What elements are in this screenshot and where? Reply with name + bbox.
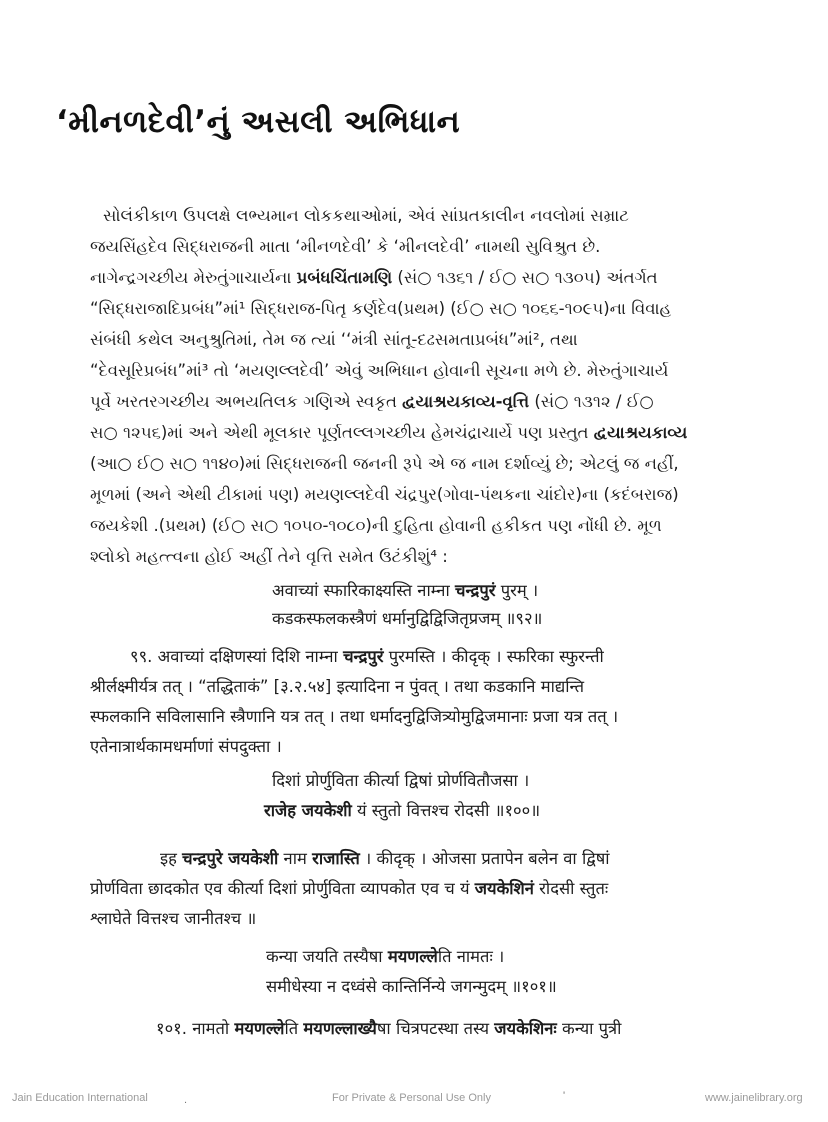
page-title: ‘મીનળદેવી’નું અસલી અભિધાન xyxy=(56,104,461,140)
verse-line: कडकस्फलकस्त्रैणं धर्मानुद्विद्विजितृप्रजम् ॥९२॥ xyxy=(272,609,543,628)
paragraph-line: જયસિંહદેવ સિદ્ધરાજની માતા ‘મીનળદેવી’ કે ‘મીનલદેવી’ નામથી સુવિશ્રુત છે. xyxy=(90,237,601,256)
king-name: जयकेशिनं xyxy=(474,879,534,898)
paragraph-line: “સિદ્ધરાજાદિપ્રબંધ”માં¹ સિદ્ધરાજ-પિતૃ કર્ણદેવ(પ્રથમ) (ઈ○ સ○ ૧૦૬૬-૧૦૯૫)ના વિવાહ xyxy=(90,299,672,318)
verse-line: समीधेस्या न दध्वंसे कान्तिर्निन्ये जगन्मुदम् ॥१०१॥ xyxy=(266,977,557,996)
commentary-line: श्रीर्लक्ष्मीर्यत्र तत् । “तद्धिताकं” [३.२.५४] इत्यादिना न पुंवत् । तथा कडकानि माद्यन्ति xyxy=(90,677,585,696)
place-name: चन्द्रपुरं xyxy=(454,581,496,600)
footer-website-link[interactable]: www.jainelibrary.org xyxy=(705,1092,803,1104)
text-segment: पुरमस्ति । कीदृक् । स्फरिका स्फुरन्ती xyxy=(383,647,604,666)
text-segment: नाम xyxy=(278,849,313,868)
paragraph-line: “દેવસૂરિપ્રબંધ”માં³ તો ‘મયણલ્લદેવી’ એવું અભિધાન હોવાની સૂચના મળે છે. મેરુતુંગાચાર્ય xyxy=(90,361,669,380)
paragraph-line: સંબંધી કથેલ અનુશ્રુતિમાં, તેમ જ ત્યાં ‘‘મંત્રી સાંતૂ-દઢસમતાપ્રબંધ”માં², તથા xyxy=(90,330,578,349)
text-segment: पुरम् । xyxy=(495,581,539,600)
paragraph-line: (આ○ ઈ○ સ○ ૧૧૪૦)માં સિદ્ધરાજની જનની રૂપે એ જ નામ દર્શાવ્યું છે; એટલું જ નહીં, xyxy=(90,454,679,473)
place-king-name: चन्द्रपुरे जयकेशी xyxy=(182,849,279,868)
footer-usage-notice: For Private & Personal Use Only xyxy=(332,1092,491,1104)
paragraph-line xyxy=(90,268,658,288)
paragraph-line: શ્લોકો મહત્ત્વના હોઈ અહીં તેને વૃત્તિ સમેત ઉટંકીશું⁴ : xyxy=(90,547,448,566)
paragraph-line: જયકેશી .(પ્રથમ) (ઈ○ સ○ ૧૦૫૦-૧૦૮૦)ની દુહિતા હોવાની હકીકત પણ નોંધી છે. મૂળ xyxy=(90,516,662,535)
commentary-line: एतेनात्रार्थकामधर्माणां संपदुक्ता । xyxy=(90,737,282,756)
footer-mark: ' xyxy=(563,1090,566,1102)
place-name: चन्द्रपुरं xyxy=(343,647,384,666)
commentary-line xyxy=(156,1016,621,1039)
text-segment: रोदसी स्तुतः xyxy=(533,879,609,898)
verse-line xyxy=(266,944,504,967)
text-segment: ति नामतः । xyxy=(437,947,505,966)
king-name: राजेह जयकेशी xyxy=(264,801,352,820)
text-segment: (સં○ ૧૩૧૨ / ઈ○ xyxy=(529,392,654,411)
text-segment: સ○ ૧૨૫૬)માં અને એથી મૂલકાર પૂર્ણતલ્લગચ્છીય હેમચંદ્રાચાર્યે પણ પ્રસ્તુત xyxy=(90,423,594,442)
text-segment: ९९. अवाच्यां दक्षिणस्यां दिशि नाम्ना xyxy=(130,647,344,666)
text-segment: इह xyxy=(160,849,183,868)
paragraph-line: મૂળમાં (અને એથી ટીકામાં પણ) મયણલ્લદેવી ચંદ્રપુર(ગોવા-પંથકના ચાંદોર)ના (કદંબરાજ) xyxy=(90,485,679,504)
king-word: राजास्ति xyxy=(312,849,360,868)
footer-publisher: Jain Education International xyxy=(12,1092,148,1104)
commentary-line: स्फलकानि सविलासानि स्त्रैणानि यत्र तत् । तथा धर्मादनुद्विजित्र्योमुद्विजमानाः प्रजा यत्र तत् । xyxy=(90,707,619,726)
text-segment: यं स्तुतो वित्तश्च रोदसी ॥१००॥ xyxy=(351,801,541,820)
text-segment: प्रोर्णविता छादकोत एव कीर्त्या दिशां प्रोर्णुविता व्यापकोत एव च यं xyxy=(90,879,475,898)
text-segment: (સં○ ૧૩૬૧ / ઈ○ સ○ ૧૩૦૫) અંતર્ગત xyxy=(392,268,658,287)
work-title: પ્રબંધચિંતામણિ xyxy=(296,268,393,287)
king-name: जयकेशिनः xyxy=(494,1019,557,1038)
verse-line xyxy=(264,798,540,821)
text-segment: अवाच्यां स्फारिकाक्ष्यस्ति नाम्ना xyxy=(272,581,455,600)
text-segment: ति xyxy=(284,1019,304,1038)
work-title: દ્વયાશ્રયકાવ્ય-વૃત્તિ xyxy=(402,392,530,411)
text-segment: षा चित्रपटस्था तस्य xyxy=(376,1019,495,1038)
verse-line: दिशां प्रोर्णुविता कीर्त्या द्विषां प्रोर्णवितौजसा । xyxy=(272,771,530,790)
paragraph-line xyxy=(90,423,687,443)
text-segment: । कीदृक् । ओजसा प्रतापेन बलेन वा द्विषां xyxy=(359,849,610,868)
text-segment: कन्या पुत्री xyxy=(556,1019,622,1038)
text-segment: कन्या जयति तस्यैषा xyxy=(266,947,388,966)
paragraph-line: સોલંકીકાળ ઉપલક્ષે લભ્યમાન લોકકથાઓમાં, એવં સાંપ્રતકાલીન નવલોમાં સમ્રાટ xyxy=(103,206,629,225)
text-segment: પૂર્વે ખરતરગચ્છીય અભયતિલક ગણિએ સ્વકૃત xyxy=(90,392,403,411)
paragraph-line xyxy=(90,392,654,412)
commentary-line: श्लाघेते वित्तश्च जानीतश्च ॥ xyxy=(90,909,257,928)
name-mayanalla: मयणल्ले xyxy=(387,947,438,966)
work-title: દ્વયાશ્રયકાવ્ય xyxy=(593,423,688,442)
name-mayanalla: मयणल्ले xyxy=(234,1019,285,1038)
footer-mark: . xyxy=(184,1094,188,1106)
verse-line xyxy=(272,578,538,601)
text-segment: १०१. नामतो xyxy=(156,1019,235,1038)
text-segment: નાગેન્દ્રગચ્છીય મેરુતુંગાચાર્યના xyxy=(90,268,297,287)
commentary-line xyxy=(130,644,604,667)
commentary-line xyxy=(160,846,610,869)
name-mayanalla-akhya: मयणल्लाख्यै xyxy=(303,1019,377,1038)
commentary-line xyxy=(90,876,608,899)
